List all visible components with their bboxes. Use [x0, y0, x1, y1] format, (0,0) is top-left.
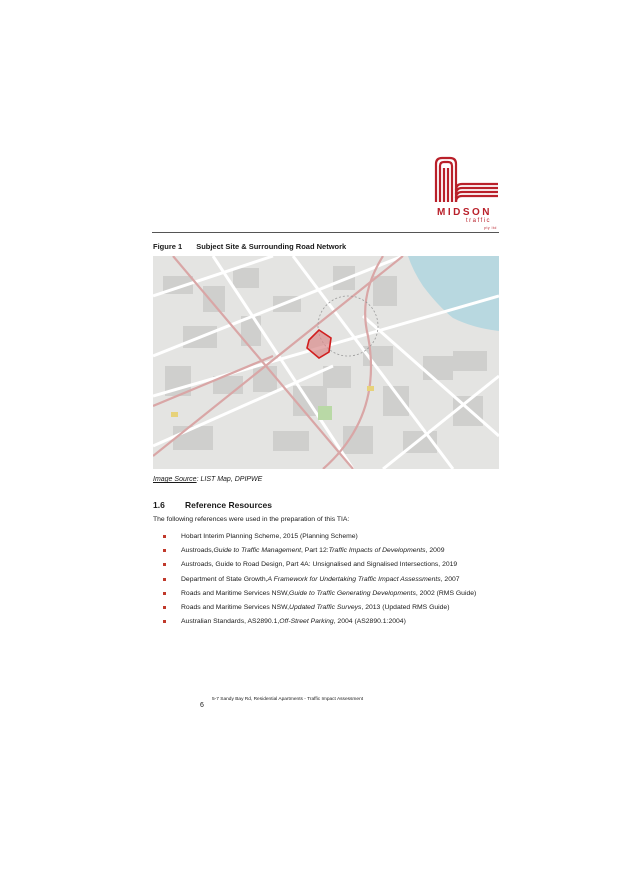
figure-caption — [153, 242, 346, 251]
section-number: 1.6 — [153, 500, 165, 510]
map-graphic — [153, 256, 499, 469]
site-map — [153, 256, 499, 469]
list-item: Hobart Interim Planning Scheme, 2015 (Planning Scheme) — [163, 529, 476, 543]
list-item: Roads and Maritime Services NSW, Updated Traffic Surveys , 2013 (Updated RMS Guide) — [163, 600, 476, 614]
list-item: Austroads, Guide to Traffic Management , Part 12: Traffic Impacts of Developments , 2009 — [163, 543, 476, 557]
image-source-text: : LIST Map, DPIPWE — [196, 476, 263, 483]
figure-title: Subject Site & Surrounding Road Network — [196, 242, 347, 251]
bullet-icon — [163, 563, 166, 566]
list-item: Austroads, Guide to Road Design, Part 4A: Unsignalised and Signalised Intersections, 2019 — [163, 558, 476, 572]
list-item: Department of State Growth, A Framework for Undertaking Traffic Impact Assessments , 2007 — [163, 572, 476, 586]
logo-subtitle-2: pty ltd — [484, 226, 497, 230]
bullet-icon — [163, 535, 166, 538]
page-number: 6 — [200, 702, 204, 709]
midson-logo-mark — [430, 154, 502, 206]
figure-label: Figure 1 — [153, 242, 183, 251]
bullet-icon — [163, 592, 166, 595]
section-title: Reference Resources — [185, 500, 272, 510]
footer-title: 5-7 Sandy Bay Rd, Residential Apartments - Traffic Impact Assessment — [212, 697, 364, 702]
bullet-icon — [163, 578, 166, 581]
list-item: Roads and Maritime Services NSW, Guide to Traffic Generating Developments , 2002 (RMS Guide) — [163, 586, 476, 600]
image-source-label: Image Source — [153, 476, 197, 483]
bullet-icon — [163, 620, 166, 623]
image-source — [153, 476, 262, 483]
bullet-icon — [163, 549, 166, 552]
list-item: Australian Standards, AS2890.1, Off-Street Parking , 2004 (AS2890.1:2004) — [163, 615, 476, 629]
header-divider — [152, 232, 499, 233]
section-heading — [153, 500, 272, 510]
reference-list — [163, 529, 476, 629]
logo-brand: MIDSON — [437, 207, 492, 218]
section-intro: The following references were used in the preparation of this TIA: — [153, 516, 350, 523]
bullet-icon — [163, 606, 166, 609]
logo-subtitle: traffic — [466, 218, 492, 224]
